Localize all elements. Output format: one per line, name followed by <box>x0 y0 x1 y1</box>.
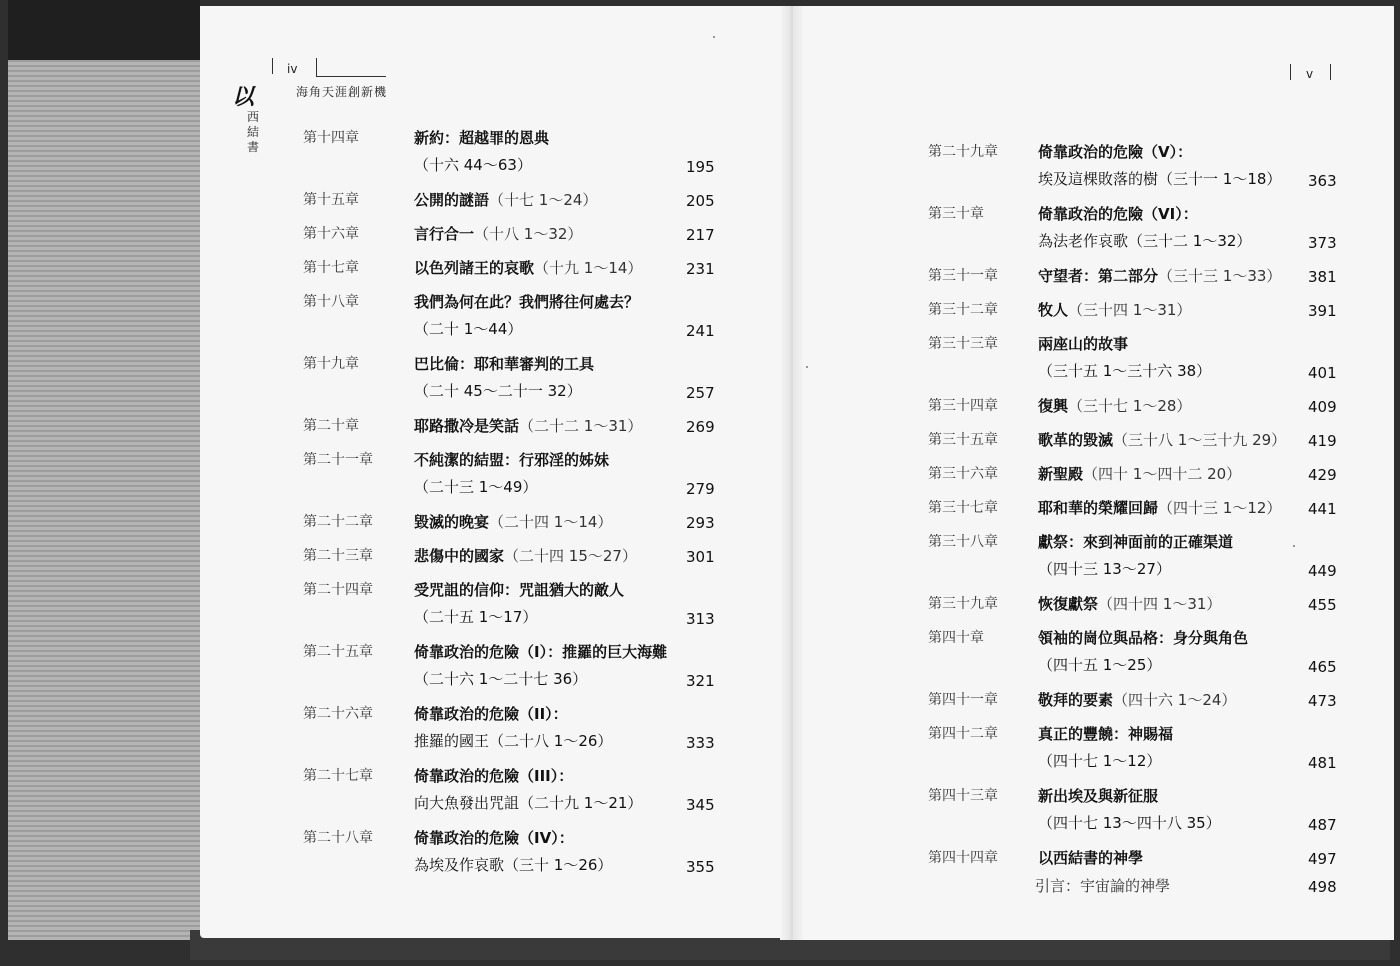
chapter-number: 第二十八章 <box>303 830 373 846</box>
chapter-title: 倚靠政治的危險（VI）： <box>1038 205 1198 223</box>
chapter-title: 敬拜的要素（四十六 1～24） <box>1038 691 1237 709</box>
scripture-reference: （三十七 1～28） <box>1068 397 1192 415</box>
page-number: 481 <box>1308 754 1337 772</box>
header-rule <box>316 76 386 77</box>
book-title-vertical <box>246 110 260 155</box>
chapter-title-continued: （三十五 1～三十六 38） <box>1038 362 1212 380</box>
scan-margin <box>8 60 200 940</box>
scripture-reference: （四十四 1～31） <box>1098 595 1222 613</box>
chapter-number: 第三十章 <box>928 206 984 222</box>
book-title-char: 結 <box>246 125 259 139</box>
chapter-title-continued: 推羅的國王（二十八 1～26） <box>414 732 613 750</box>
page-number: 231 <box>686 260 715 278</box>
page-number: 217 <box>686 226 715 244</box>
chapter-number: 第二十四章 <box>303 582 373 598</box>
scan-speck <box>1293 545 1295 547</box>
chapter-number: 第二十二章 <box>303 514 373 530</box>
page-number: 381 <box>1308 268 1337 286</box>
chapter-title: 我們為何在此？我們將往何處去？ <box>414 293 640 311</box>
page-number: 429 <box>1308 466 1337 484</box>
page-number: 363 <box>1308 172 1337 190</box>
chapter-title: 新聖殿（四十 1～四十二 20） <box>1038 465 1242 483</box>
chapter-number: 第二十章 <box>303 418 359 434</box>
chapter-number: 第二十九章 <box>928 144 998 160</box>
page-number: 391 <box>1308 302 1337 320</box>
chapter-number: 第四十二章 <box>928 726 998 742</box>
chapter-number: 第三十六章 <box>928 466 998 482</box>
header-divider <box>272 58 273 74</box>
chapter-title-continued: （四十七 13～四十八 35） <box>1038 814 1221 832</box>
chapter-number: 第三十七章 <box>928 500 998 516</box>
chapter-number: 第三十三章 <box>928 336 998 352</box>
scripture-reference: （十七 1～24） <box>489 191 598 209</box>
chapter-title: 倚靠政治的危險（III）： <box>414 767 574 785</box>
chapter-title-continued: （二十六 1～二十七 36） <box>414 670 588 688</box>
chapter-number: 第四十一章 <box>928 692 998 708</box>
page-number: 455 <box>1308 596 1337 614</box>
header-divider <box>1290 64 1291 80</box>
page-number: 473 <box>1308 692 1337 710</box>
page-number: 195 <box>686 158 715 176</box>
scripture-reference: （三十八 1～三十九 29） <box>1113 431 1287 449</box>
chapter-title: 倚靠政治的危險（V）： <box>1038 143 1193 161</box>
chapter-number: 第二十三章 <box>303 548 373 564</box>
page-number: 355 <box>686 858 715 876</box>
page-number: 487 <box>1308 816 1337 834</box>
chapter-number: 第三十五章 <box>928 432 998 448</box>
scripture-reference: （二十四 1～14） <box>489 513 613 531</box>
scripture-reference: （四十三 1～12） <box>1158 499 1282 517</box>
subentry-title: 引言：宇宙論的神學 <box>1035 877 1171 895</box>
chapter-number: 第十七章 <box>303 260 359 276</box>
chapter-number: 第二十七章 <box>303 768 373 784</box>
chapter-title: 言行合一（十八 1～32） <box>414 225 583 243</box>
scripture-reference: （三十四 1～31） <box>1068 301 1192 319</box>
book-gutter <box>780 6 804 940</box>
chapter-title: 耶路撒冷是笑話（二十二 1～31） <box>414 417 643 435</box>
chapter-title: 倚靠政治的危險（IV）： <box>414 829 574 847</box>
page-number: 321 <box>686 672 715 690</box>
chapter-number: 第二十五章 <box>303 644 373 660</box>
page-number: 465 <box>1308 658 1337 676</box>
chapter-title: 巴比倫：耶和華審判的工具 <box>414 355 595 373</box>
chapter-number: 第十四章 <box>303 130 359 146</box>
page-number-right: v <box>1306 67 1314 81</box>
chapter-title: 獻祭：來到神面前的正確渠道 <box>1038 533 1234 551</box>
chapter-title: 毀滅的晚宴（二十四 1～14） <box>414 513 613 531</box>
page-number: 257 <box>686 384 715 402</box>
page-number: 401 <box>1308 364 1337 382</box>
page-number: 441 <box>1308 500 1337 518</box>
chapter-title: 恢復獻祭（四十四 1～31） <box>1038 595 1222 613</box>
scan-speck <box>713 36 715 38</box>
page-number: 313 <box>686 610 715 628</box>
chapter-title-continued: （四十三 13～27） <box>1038 560 1171 578</box>
chapter-title-continued: 為埃及作哀歌（三十 1～26） <box>414 856 613 874</box>
chapter-number: 第二十一章 <box>303 452 373 468</box>
chapter-number: 第三十八章 <box>928 534 998 550</box>
scripture-reference: （二十四 15～27） <box>504 547 637 565</box>
chapter-number: 第三十一章 <box>928 268 998 284</box>
chapter-title-continued: （二十五 1～17） <box>414 608 538 626</box>
chapter-title-continued: （二十 1～44） <box>414 320 523 338</box>
chapter-title: 公開的謎語（十七 1～24） <box>414 191 598 209</box>
chapter-title: 不純潔的結盟：行邪淫的姊妹 <box>414 451 610 469</box>
page-number: 269 <box>686 418 715 436</box>
scripture-reference: （二十二 1～31） <box>519 417 643 435</box>
page-number: 205 <box>686 192 715 210</box>
page-number: 293 <box>686 514 715 532</box>
chapter-title: 新約：超越罪的恩典 <box>414 129 550 147</box>
chapter-number: 第四十章 <box>928 630 984 646</box>
header-divider <box>1330 64 1331 80</box>
chapter-title-continued: （二十三 1～49） <box>414 478 538 496</box>
chapter-title: 倚靠政治的危險（II）： <box>414 705 568 723</box>
chapter-title: 歌革的毀滅（三十八 1～三十九 29） <box>1038 431 1287 449</box>
chapter-title-continued: 向大魚發出咒詛（二十九 1～21） <box>414 794 643 812</box>
chapter-title: 以西結書的神學 <box>1038 849 1144 867</box>
scan-margin-top <box>8 0 200 60</box>
chapter-title-continued: （二十 45～二十一 32） <box>414 382 582 400</box>
header-divider <box>316 58 317 76</box>
page-number: 373 <box>1308 234 1337 252</box>
chapter-title-continued: 埃及這棵敗落的樹（三十一 1～18） <box>1038 170 1282 188</box>
book-subtitle: 海角天涯創新機 <box>296 85 388 99</box>
scan-speck <box>806 366 808 368</box>
page-number: 301 <box>686 548 715 566</box>
chapter-number: 第十五章 <box>303 192 359 208</box>
chapter-title: 以色列諸王的哀歌（十九 1～14） <box>414 259 643 277</box>
chapter-title-continued: （四十五 1～25） <box>1038 656 1162 674</box>
chapter-number: 第三十四章 <box>928 398 998 414</box>
page-number: 449 <box>1308 562 1337 580</box>
chapter-number: 第十九章 <box>303 356 359 372</box>
scripture-reference: （十八 1～32） <box>474 225 583 243</box>
chapter-number: 第三十二章 <box>928 302 998 318</box>
page-number: 333 <box>686 734 715 752</box>
chapter-number: 第四十三章 <box>928 788 998 804</box>
book-title-char: 西 <box>246 110 259 124</box>
chapter-title: 倚靠政治的危險（I）：推羅的巨大海難 <box>414 643 668 661</box>
chapter-title: 受咒詛的信仰：咒詛猶大的敵人 <box>414 581 625 599</box>
chapter-title: 牧人（三十四 1～31） <box>1038 301 1192 319</box>
page-number: 498 <box>1308 878 1337 896</box>
chapter-title: 兩座山的故事 <box>1038 335 1129 353</box>
chapter-title: 守望者：第二部分（三十三 1～33） <box>1038 267 1282 285</box>
page-number: 497 <box>1308 850 1337 868</box>
chapter-number: 第二十六章 <box>303 706 373 722</box>
scripture-reference: （四十 1～四十二 20） <box>1083 465 1242 483</box>
chapter-number: 第十八章 <box>303 294 359 310</box>
page-number: 279 <box>686 480 715 498</box>
scripture-reference: （四十六 1～24） <box>1113 691 1237 709</box>
chapter-number: 第十六章 <box>303 226 359 242</box>
chapter-title: 真正的豐饒：神賜福 <box>1038 725 1174 743</box>
book-title-char: 書 <box>246 140 259 154</box>
page-number: 419 <box>1308 432 1337 450</box>
chapter-title-continued: 為法老作哀歌（三十二 1～32） <box>1038 232 1252 250</box>
chapter-number: 第四十四章 <box>928 850 998 866</box>
chapter-title-continued: （四十七 1～12） <box>1038 752 1162 770</box>
scripture-reference: （十九 1～14） <box>534 259 643 277</box>
chapter-title-continued: （十六 44～63） <box>414 156 532 174</box>
book-logo: 以 <box>232 84 255 110</box>
scripture-reference: （三十三 1～33） <box>1158 267 1282 285</box>
chapter-title: 耶和華的榮耀回歸（四十三 1～12） <box>1038 499 1282 517</box>
chapter-number: 第三十九章 <box>928 596 998 612</box>
chapter-title: 悲傷中的國家（二十四 15～27） <box>414 547 637 565</box>
page-number: 345 <box>686 796 715 814</box>
page-number: 241 <box>686 322 715 340</box>
chapter-title: 復興（三十七 1～28） <box>1038 397 1192 415</box>
chapter-title: 領袖的崗位與品格：身分與角色 <box>1038 629 1249 647</box>
page-number: 409 <box>1308 398 1337 416</box>
page-number-left: iv <box>287 62 298 76</box>
chapter-title: 新出埃及與新征服 <box>1038 787 1159 805</box>
